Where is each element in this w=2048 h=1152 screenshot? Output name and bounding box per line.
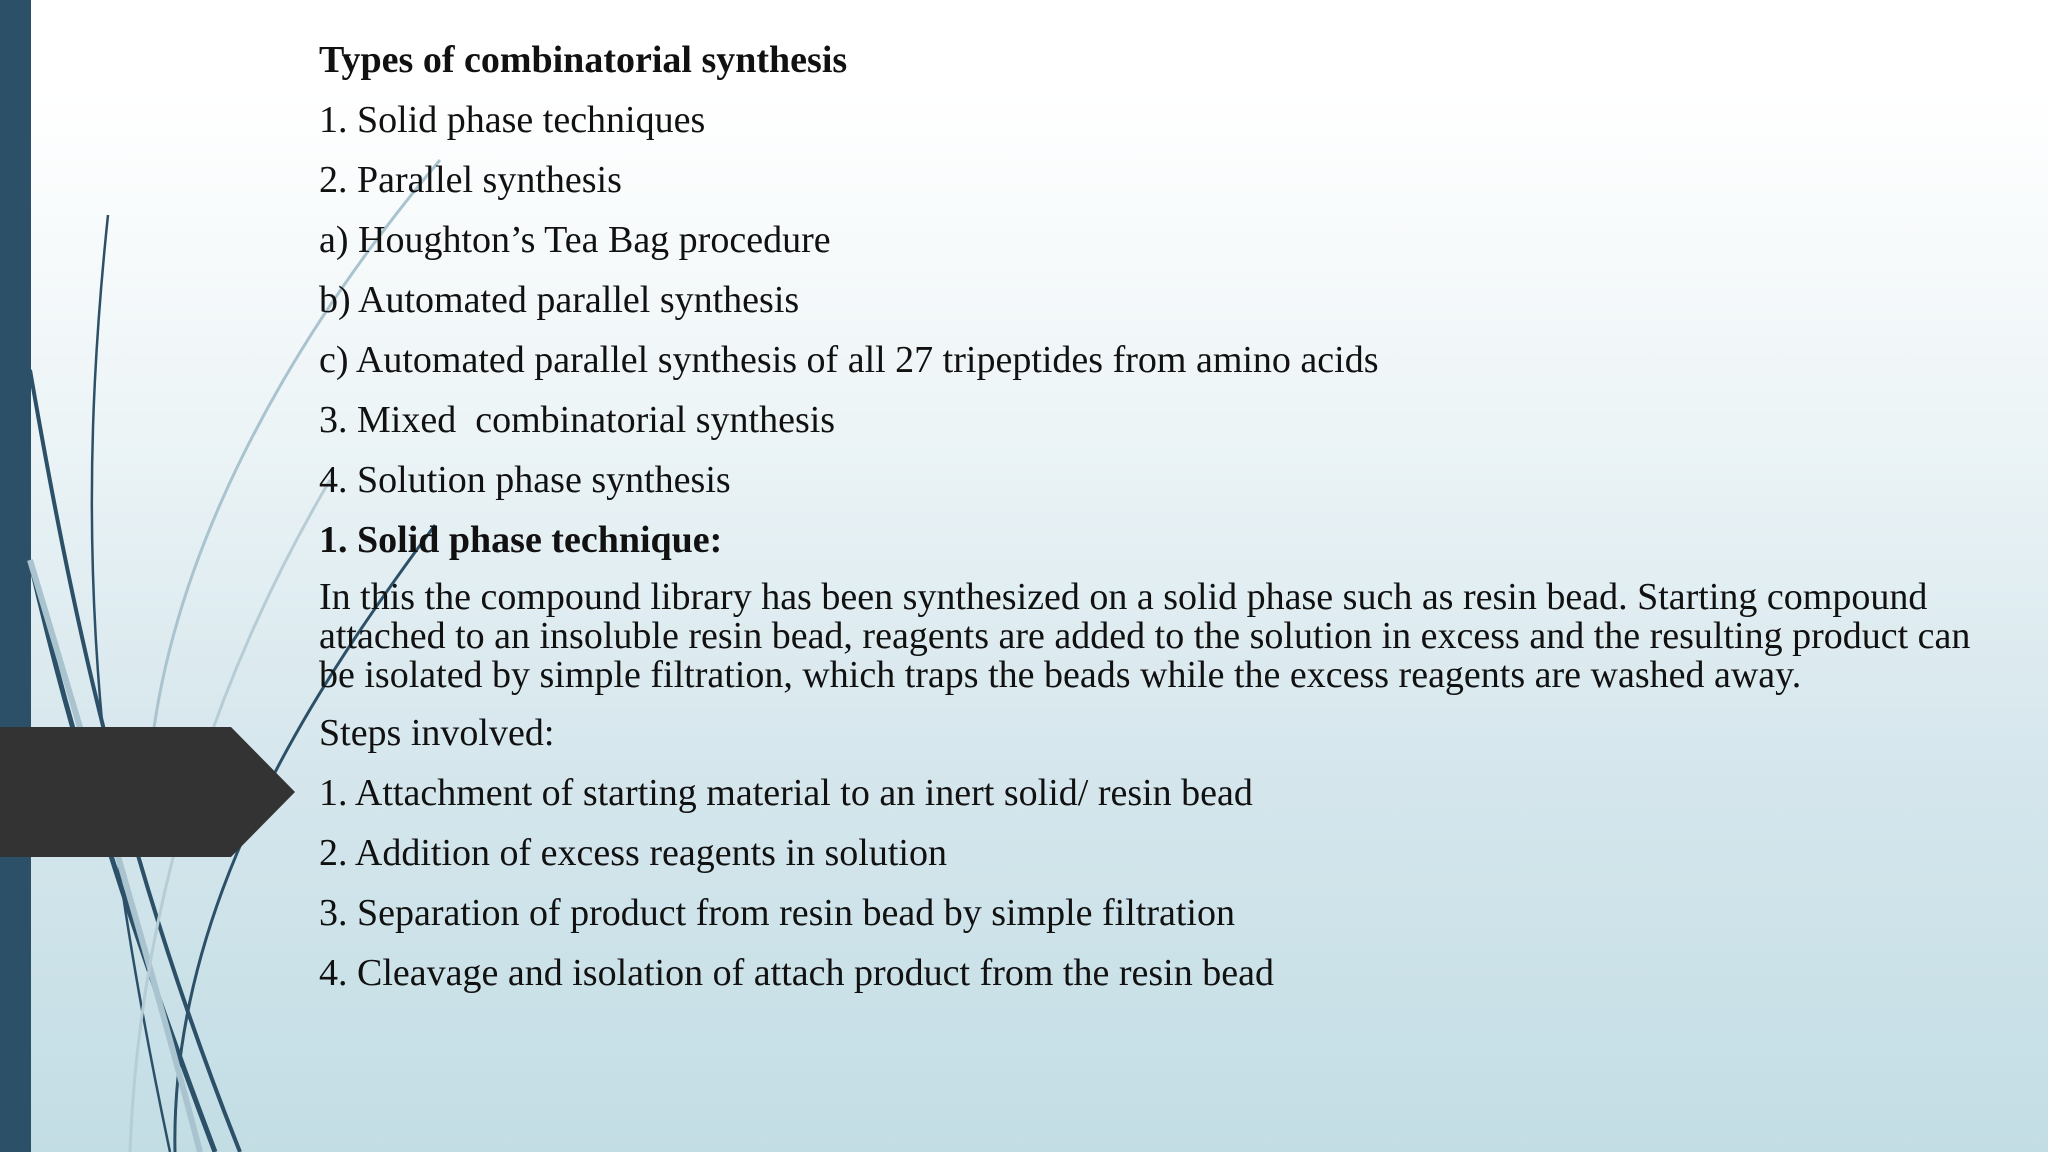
step-item: 2. Addition of excess reagents in solution — [319, 832, 947, 874]
step-item: 4. Cleavage and isolation of attach product from the resin bead — [319, 952, 1274, 994]
list-item: 1. Solid phase techniques — [319, 99, 706, 141]
list-item: 3. Mixed combinatorial synthesis — [319, 399, 836, 441]
list-item: 4. Solution phase synthesis — [319, 459, 731, 501]
step-item: 1. Attachment of starting material to an inert solid/ resin bead — [319, 772, 1253, 814]
list-item: 2. Parallel synthesis — [319, 159, 622, 201]
curve-dark-3 — [92, 215, 170, 1152]
steps-label: Steps involved: — [319, 712, 555, 754]
slide-heading: Types of combinatorial synthesis — [319, 39, 848, 81]
arrow-tab-shape — [0, 727, 295, 857]
left-accent-bar — [0, 0, 31, 1152]
section-heading: 1. Solid phase technique: — [319, 519, 723, 561]
body-paragraph: In this the compound library has been synthesized on a solid phase such as resin bead. Starting compound attached to an insoluble resin bead, reagents are added to the solution in excess and the resulting product can be isolated by simple filtration, which traps the beads while the excess reagents are washed away. — [319, 576, 1971, 696]
list-item: c) Automated parallel synthesis of all 27 tripeptides from amino acids — [319, 339, 1379, 381]
step-item: 3. Separation of product from resin bead by simple filtration — [319, 892, 1235, 934]
list-item: a) Houghton’s Tea Bag procedure — [319, 219, 831, 261]
slide-content — [319, 38, 1999, 1011]
list-item: b) Automated parallel synthesis — [319, 279, 800, 321]
